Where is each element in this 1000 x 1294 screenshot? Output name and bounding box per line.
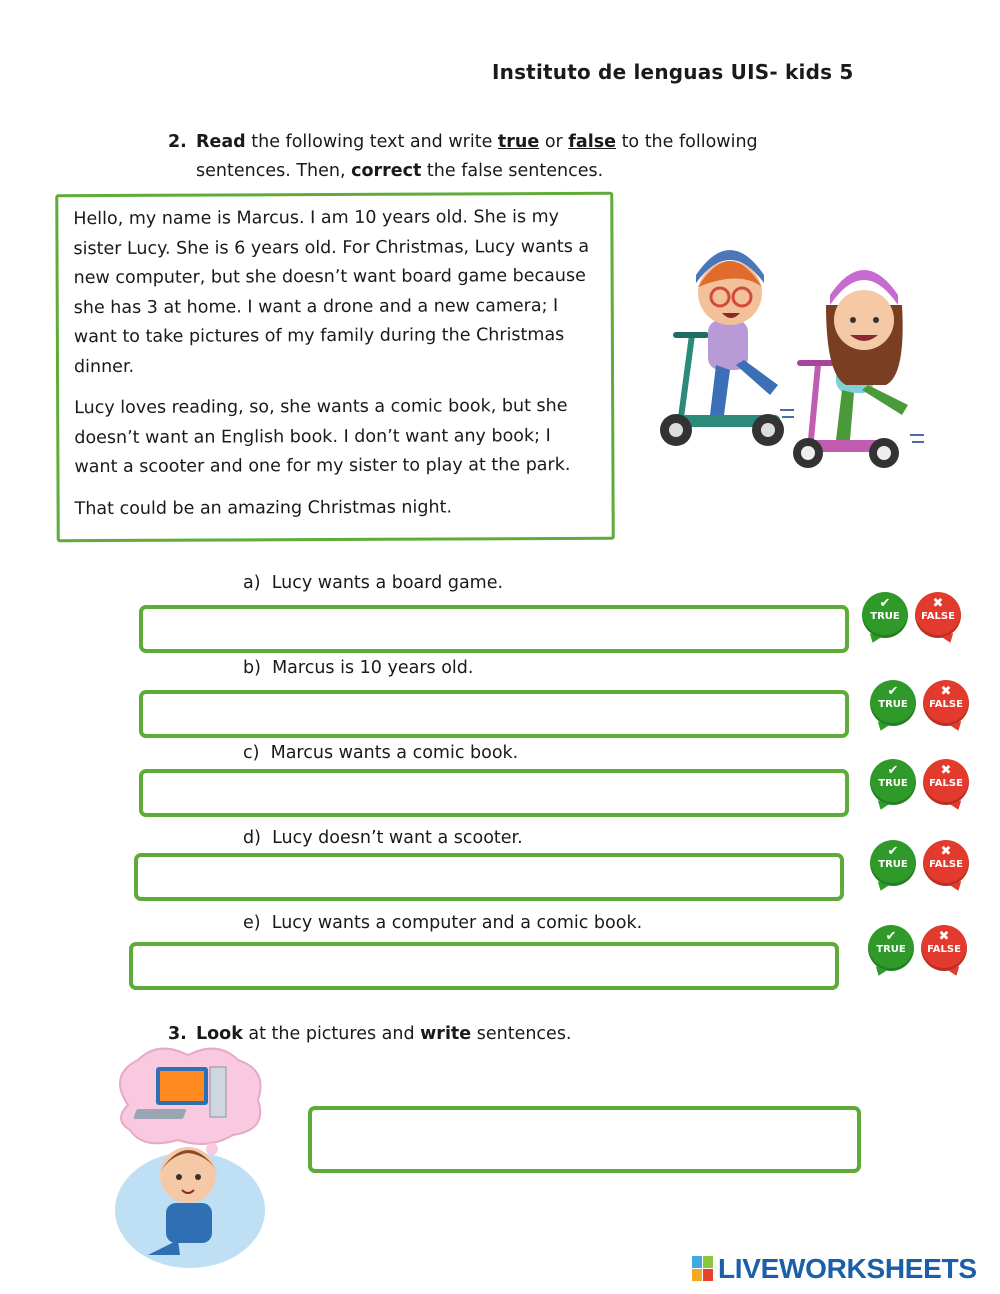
reading-paragraph: Lucy loves reading, so, she wants a comic book, but she doesn’t want an English book. I don’t want any book; I want a scooter and one for my sister to play at the park. [74,395,571,478]
cross-icon: ✖ [940,684,952,699]
true-button-a[interactable] [862,592,908,638]
check-icon: ✔ [887,844,899,859]
question-letter: c) [243,743,260,763]
instruction-text: or [539,132,569,152]
question-letter: b) [243,658,261,678]
answer-input-b[interactable] [139,690,849,738]
worksheet-title: Instituto de lenguas UIS- kids 5 [492,60,854,84]
reading-paragraph: Hello, my name is Marcus. I am 10 years old. She is my sister Lucy. She is 6 years old. For Christmas, Lucy wants a new computer, but she doesn’t want board game because she has 3 at home. I want a drone and a new camera; I want to take pictures of my family during the Christmas dinner. [73,207,590,377]
instruction-look-word: Look [196,1024,243,1044]
true-label: TRUE [878,859,908,870]
true-label: TRUE [878,699,908,710]
false-button-b[interactable] [923,680,969,726]
question-d [243,828,523,848]
check-icon: ✔ [885,929,897,944]
instruction-text: to the following [616,132,758,152]
instruction-read-word: Read [196,132,246,152]
question-b [243,658,473,678]
false-label: FALSE [929,859,963,870]
false-label: FALSE [921,611,955,622]
reading-paragraph: That could be an amazing Christmas night. [74,496,453,519]
true-button-d[interactable] [870,840,916,886]
liveworksheets-logo-text: LIVEWORKSHEETS [718,1253,977,1284]
question-letter: a) [243,573,261,593]
check-icon: ✔ [879,596,891,611]
exercise-2-number: 2. [168,132,187,152]
exercise-3-number: 3. [168,1024,187,1044]
liveworksheets-logo-icon [692,1256,714,1282]
instruction-text: the false sentences. [421,161,604,181]
liveworksheets-logo[interactable] [692,1253,977,1285]
cross-icon: ✖ [940,763,952,778]
question-text: Lucy wants a board game. [271,573,504,593]
cross-icon: ✖ [940,844,952,859]
instruction-false-word: false [568,132,616,152]
question-text: Marcus wants a comic book. [270,743,519,763]
false-label: FALSE [929,778,963,789]
check-icon: ✔ [887,684,899,699]
question-text: Lucy doesn’t want a scooter. [272,828,523,848]
false-button-c[interactable] [923,759,969,805]
instruction-text: sentences. Then, [196,161,352,181]
question-a [243,573,503,593]
answer-input-d[interactable] [134,853,844,901]
question-e [243,913,642,933]
answer-input-c[interactable] [139,769,849,817]
false-label: FALSE [927,944,961,955]
instruction-text: at the pictures and [242,1024,421,1044]
instruction-write-word: write [420,1024,472,1044]
instruction-true-word: true [497,132,540,152]
instruction-correct-word: correct [351,161,422,181]
instruction-text: sentences. [471,1024,572,1044]
false-label: FALSE [929,699,963,710]
girl-thinking-computer-illustration [108,1045,273,1270]
cross-icon: ✖ [938,929,950,944]
reading-text-box [55,192,615,542]
true-button-b[interactable] [870,680,916,726]
check-icon: ✔ [887,763,899,778]
picture-answer-input[interactable] [308,1106,861,1173]
question-c [243,743,518,763]
answer-input-e[interactable] [129,942,839,990]
answer-input-a[interactable] [139,605,849,653]
true-label: TRUE [876,944,906,955]
true-button-c[interactable] [870,759,916,805]
false-button-a[interactable] [915,592,961,638]
false-button-e[interactable] [921,925,967,971]
question-letter: d) [243,828,261,848]
true-label: TRUE [878,778,908,789]
question-text: Lucy wants a computer and a comic book. [271,913,643,933]
question-letter: e) [243,913,261,933]
instruction-text: the following text and write [245,132,498,152]
true-label: TRUE [870,611,900,622]
question-text: Marcus is 10 years old. [272,658,474,678]
exercise-2-instructions [168,128,808,186]
cross-icon: ✖ [932,596,944,611]
false-button-d[interactable] [923,840,969,886]
true-button-e[interactable] [868,925,914,971]
kids-scooter-illustration [640,225,940,480]
